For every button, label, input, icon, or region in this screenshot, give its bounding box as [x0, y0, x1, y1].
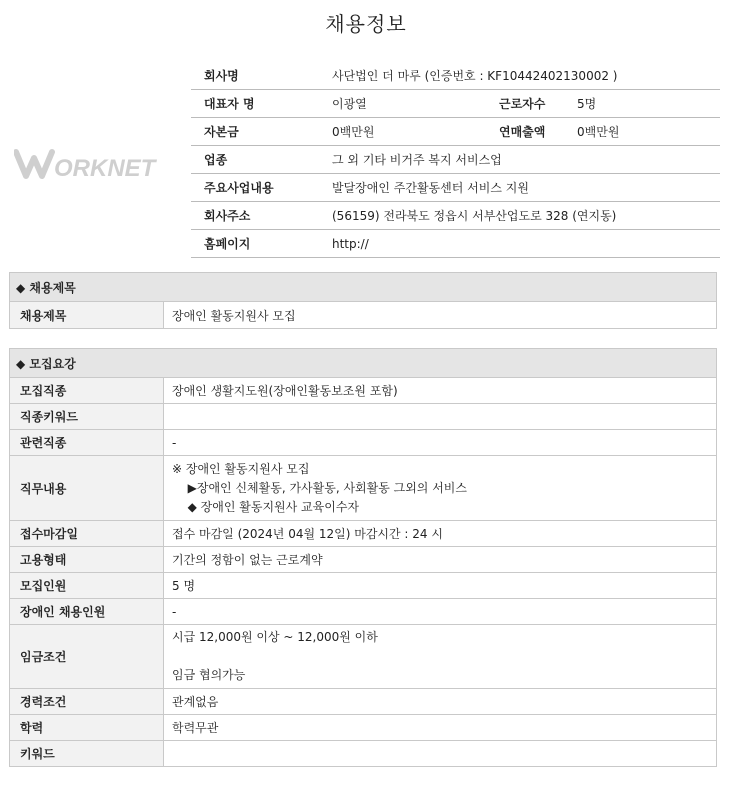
- address-value: (56159) 전라북도 정읍시 서부산업도로 328 (연지동): [332, 202, 720, 230]
- row-label: 직종키워드: [10, 404, 164, 430]
- row-value: [164, 404, 717, 430]
- row-value: 장애인 생활지도원(장애인활동보조원 포함): [164, 378, 717, 404]
- homepage-label: 홈페이지: [191, 230, 332, 258]
- requirements-table: [9, 348, 717, 767]
- wage-line: 시급 12,000원 이상 ~ 12,000원 이하: [172, 630, 378, 644]
- row-value: [164, 625, 717, 689]
- company-row: [191, 62, 720, 90]
- wage-line: 임금 협의가능: [172, 668, 246, 682]
- page-title: 채용정보: [325, 12, 407, 36]
- company-row: [191, 90, 720, 118]
- row-value: 접수 마감일 (2024년 04월 12일) 마감시간 : 24 시: [164, 521, 717, 547]
- row-label: 키워드: [10, 741, 164, 767]
- row-label: 임금조건: [10, 625, 164, 689]
- employees-value: 5명: [577, 90, 720, 118]
- table-row: [10, 456, 717, 521]
- table-row: [10, 599, 717, 625]
- sales-label: 연매출액: [499, 118, 577, 146]
- row-label: 접수마감일: [10, 521, 164, 547]
- row-value: [164, 456, 717, 521]
- company-info-table: [191, 62, 720, 258]
- row-value: 5 명: [164, 573, 717, 599]
- row-label: 모집직종: [10, 378, 164, 404]
- table-row: [10, 404, 717, 430]
- employees-label: 근로자수: [499, 90, 577, 118]
- row-label: 학력: [10, 715, 164, 741]
- capital-label: 자본금: [191, 118, 332, 146]
- company-row: [191, 174, 720, 202]
- table-row: [10, 521, 717, 547]
- company-name-value: 사단법인 더 마루 (인증번호 : KF10442402130002 ): [332, 62, 720, 90]
- recruit-title-table: [9, 272, 717, 329]
- homepage-link[interactable]: http://: [332, 230, 720, 258]
- industry-label: 업종: [191, 146, 332, 174]
- ceo-label: 대표자 명: [191, 90, 332, 118]
- industry-value: 그 외 기타 비거주 복지 서비스업: [332, 146, 720, 174]
- table-row: [10, 547, 717, 573]
- recruit-title-label: 채용제목: [10, 302, 164, 329]
- svg-text:ORKNET: ORKNET: [54, 155, 156, 182]
- row-label: 모집인원: [10, 573, 164, 599]
- row-label: 관련직종: [10, 430, 164, 456]
- table-row: [10, 573, 717, 599]
- company-row: [191, 146, 720, 174]
- section-header-recruit-title: ◆ 채용제목: [10, 273, 717, 302]
- row-label: 고용형태: [10, 547, 164, 573]
- row-value: 관계없음: [164, 689, 717, 715]
- row-value: [164, 741, 717, 767]
- company-row: [191, 118, 720, 146]
- worknet-logo: [14, 146, 164, 182]
- table-row: [10, 430, 717, 456]
- row-value: -: [164, 430, 717, 456]
- business-label: 주요사업내용: [191, 174, 332, 202]
- table-row: [10, 689, 717, 715]
- table-row: [10, 378, 717, 404]
- company-row: [191, 202, 720, 230]
- company-name-label: 회사명: [191, 62, 332, 90]
- capital-value: 0백만원: [332, 118, 499, 146]
- duty-line: ▶장애인 신체활동, 가사활동, 사회활동 그외의 서비스: [180, 480, 467, 495]
- section-header-requirements: ◆ 모집요강: [10, 349, 717, 378]
- ceo-value: 이광열: [332, 90, 499, 118]
- business-value: 발달장애인 주간활동센터 서비스 지원: [332, 174, 720, 202]
- row-value: 기간의 정함이 없는 근로계약: [164, 547, 717, 573]
- company-row: [191, 230, 720, 258]
- row-value: 학력무관: [164, 715, 717, 741]
- row-label: 장애인 채용인원: [10, 599, 164, 625]
- row-label: 직무내용: [10, 456, 164, 521]
- table-row: [10, 715, 717, 741]
- table-row: [10, 741, 717, 767]
- row-value: -: [164, 599, 717, 625]
- address-label: 회사주소: [191, 202, 332, 230]
- row-label: 경력조건: [10, 689, 164, 715]
- duty-line: ※ 장애인 활동지원사 모집: [172, 461, 310, 476]
- duty-line: ◆ 장애인 활동지원사 교육이수자: [180, 499, 359, 514]
- sales-value: 0백만원: [577, 118, 720, 146]
- wage-line: [172, 647, 716, 666]
- table-row: [10, 625, 717, 689]
- recruit-title-value: 장애인 활동지원사 모집: [164, 302, 717, 329]
